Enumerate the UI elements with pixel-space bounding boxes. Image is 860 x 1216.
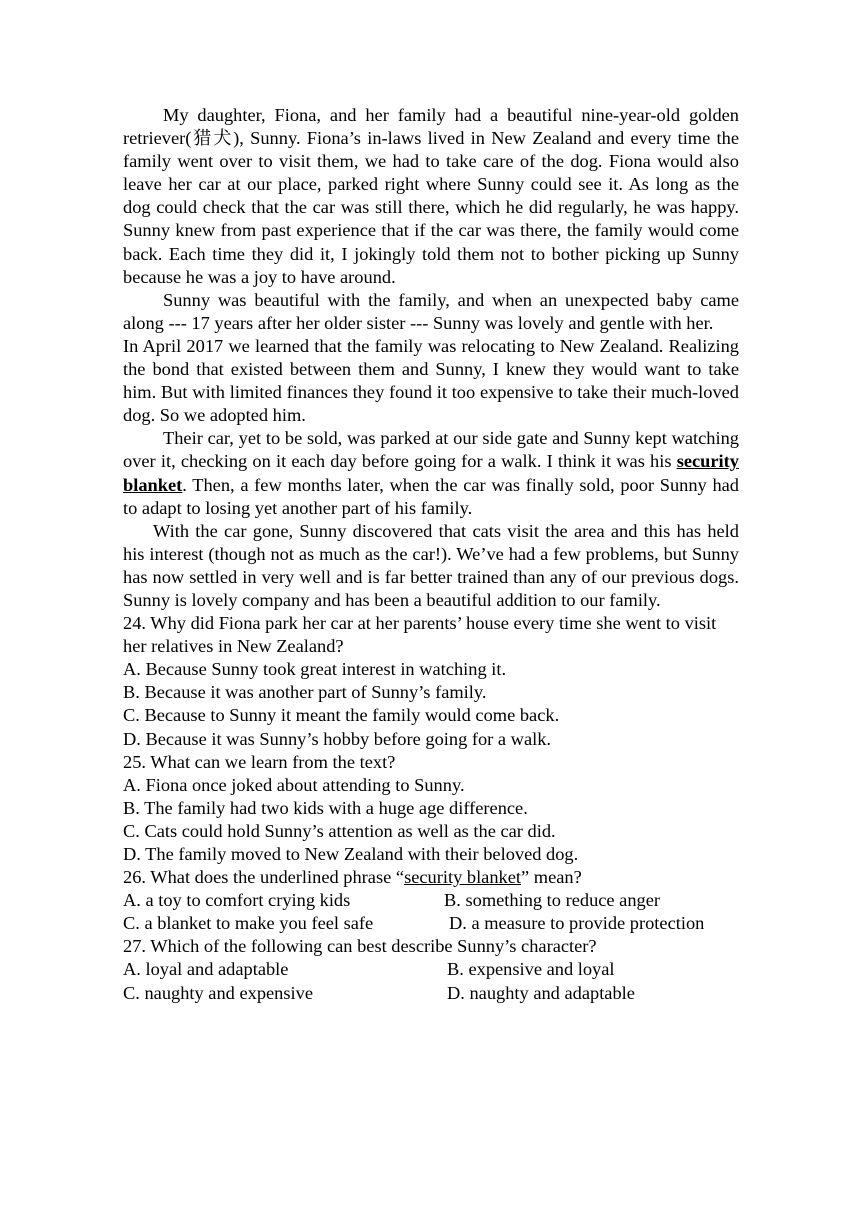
question-26-underlined-term: security blanket	[404, 867, 522, 888]
question-27-option-b: B. expensive and loyal	[447, 959, 615, 980]
question-25-option-d: D. The family moved to New Zealand with their beloved dog.	[123, 844, 579, 864]
question-24-option-b: B. Because it was another part of Sunny’s family.	[123, 682, 487, 703]
question-25-option-c: C. Cats could hold Sunny’s attention as well as the car did.	[123, 820, 556, 841]
underlined-phrase-security-blanket: security blanket	[123, 451, 739, 495]
question-25	[123, 751, 739, 866]
question-25-option-a: A. Fiona once joked about attending to Sunny.	[123, 774, 465, 795]
question-25-option-b: B. The family had two kids with a huge age difference.	[123, 797, 528, 818]
question-26-option-d: D. a measure to provide protection	[449, 913, 705, 934]
paragraph-4-text-after: . Then, a few months later, when the car was finally sold, poor Sunny had to adapt to losing yet another part of his family.	[123, 474, 739, 518]
question-27-option-a: A. loyal and adaptable	[123, 959, 289, 980]
passage-paragraph-2: Sunny was beautiful with the family, and when an unexpected baby came along --- 17 years after her older sister --- Sunny was lovely and gentle with her.	[123, 289, 739, 333]
passage-paragraph-5: With the car gone, Sunny discovered that cats visit the area and this has held his interest (though not as much as the car!). We’ve had a few problems, but Sunny has now settled in very well and is far better trained than any of our previous dogs. Sunny is lovely company and has been a beautiful addition to our family.	[123, 520, 739, 610]
question-24-stem: 24. Why did Fiona park her car at her parents’ house every time she went to visit her relatives in New Zealand?	[123, 613, 717, 657]
question-26-option-a: A. a toy to comfort crying kids	[123, 890, 351, 911]
question-27-stem: 27. Which of the following can best describe Sunny’s character?	[123, 936, 597, 957]
passage-paragraph-3: In April 2017 we learned that the family was relocating to New Zealand. Realizing the bond that existed between them and Sunny, I knew they would want to take him. But with limited finances they found it too expensive to take their much-loved dog. So we adopted him.	[123, 335, 739, 426]
question-26-option-c: C. a blanket to make you feel safe	[123, 913, 374, 934]
question-27-options-row-1	[123, 958, 739, 981]
question-26-options-row-1	[123, 889, 739, 912]
question-25-stem: 25. What can we learn from the text?	[123, 751, 396, 772]
question-24	[123, 612, 739, 751]
question-27-option-c: C. naughty and expensive	[123, 982, 313, 1003]
question-27-options-row-2	[123, 982, 739, 1005]
question-27	[123, 935, 739, 1004]
document-body	[123, 104, 739, 1005]
question-26	[123, 866, 739, 935]
question-24-option-d: D. Because it was Sunny’s hobby before going for a walk.	[123, 728, 552, 749]
question-26-option-b: B. something to reduce anger	[444, 890, 661, 911]
question-24-option-c: C. Because to Sunny it meant the family would come back.	[123, 705, 560, 726]
question-26-options-row-2	[123, 912, 739, 935]
question-26-stem	[123, 866, 739, 889]
passage-paragraph-4	[123, 427, 739, 519]
question-26-stem-after: ” mean?	[521, 867, 582, 888]
paragraph-4-text-before: Their car, yet to be sold, was parked at our side gate and Sunny kept watching over it, checking on it each day before going for a walk. I think it was his	[123, 428, 739, 472]
question-24-option-a: A. Because Sunny took great interest in watching it.	[123, 659, 507, 680]
passage-paragraph-1: My daughter, Fiona, and her family had a beautiful nine-year-old golden retriever(猎犬), Sunny. Fiona’s in-laws lived in New Zealand and every time the family went over to visit them, we had to take care of the dog. Fiona would also leave her car at our place, parked right where Sunny could see it. As long as the dog could check that the car was still there, which he did regularly, he was happy. Sunny knew from past experience that if the car was there, the family would come back. Each time they did it, I jokingly told them not to bother picking up Sunny because he was a joy to have around.	[123, 105, 739, 287]
question-26-stem-before: 26. What does the underlined phrase “	[123, 867, 405, 888]
question-27-option-d: D. naughty and adaptable	[447, 982, 635, 1003]
